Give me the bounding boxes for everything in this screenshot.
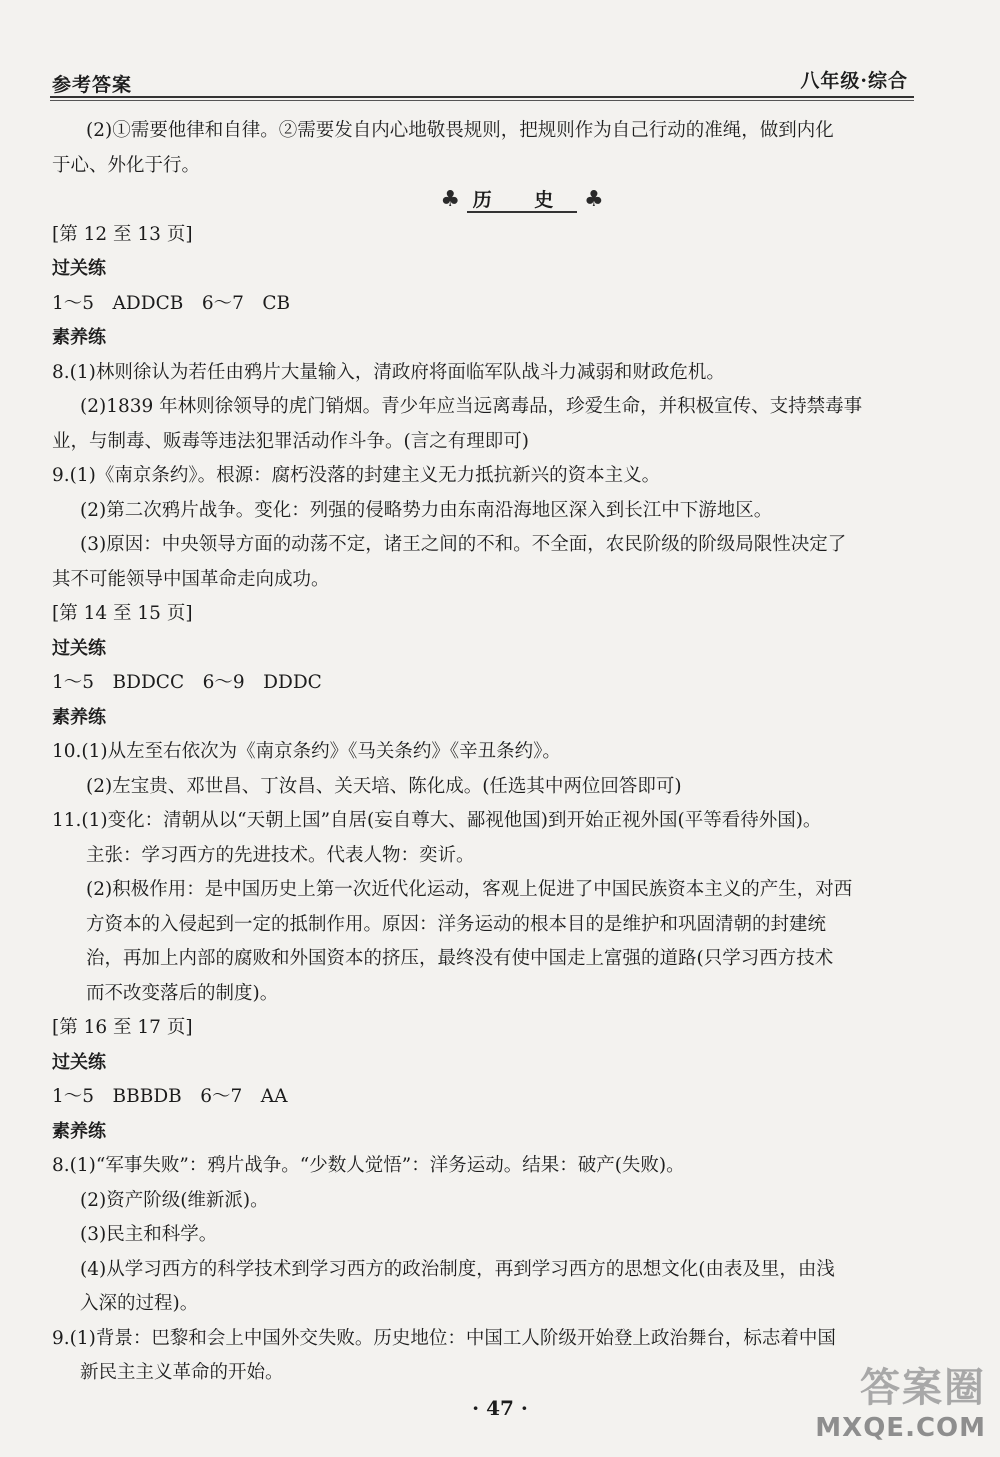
page-range-label: [第 12 至 13 页] [52, 223, 193, 245]
text-line: 于心、外化于行。 [52, 154, 201, 176]
subsection-heading: 素养练 [52, 1120, 106, 1142]
text-line: 其不可能领导中国革命走向成功。 [52, 568, 330, 590]
text-line: 方资本的入侵起到一定的抵制作用。原因：洋务运动的根本目的是维护和巩固清朝的封建统 [86, 913, 827, 935]
header-left-title: 参考答案 [52, 74, 133, 96]
text-line: 11.(1)变化：清朝从以“天朝上国”自居(妄自尊大、鄙视他国)到开始正视外国(平等看待外国)。 [52, 810, 822, 831]
text-line: (3)原因：中央领导方面的动荡不定，诸王之间的不和。不全面，农民阶级的阶级局限性决定了 [80, 534, 847, 555]
text-line: 8.(1)“军事失败”：鸦片战争。“少数人觉悟”：洋务运动。结果：破产(失败)。 [52, 1155, 685, 1176]
text-line: 9.(1)背景：巴黎和会上中国外交失败。历史地位：中国工人阶级开始登上政治舞台，标志着中国 [52, 1327, 836, 1349]
text-line: (2)①需要他律和自律。②需要发自内心地敬畏规则，把规则作为自己行动的准绳，做到内化 [86, 120, 834, 141]
subsection-heading: 过关练 [52, 258, 106, 279]
watermark-url: MXQE.COM [815, 1413, 986, 1443]
page-range-label: [第 14 至 15 页] [52, 603, 193, 624]
text-line: (2)左宝贵、邓世昌、丁汝昌、关天培、陈化成。(任选其中两位回答即可) [86, 775, 682, 797]
choice-answers: 1～5 BBBDB 6～7 AA [52, 1086, 288, 1107]
text-line: 入深的过程)。 [80, 1293, 199, 1314]
text-line: (2)1839 年林则徐领导的虎门销烟。青少年应当远离毒品，珍爱生命，并积极宣传、支持禁毒事 [80, 396, 863, 417]
club-icon: ♣ [583, 187, 604, 212]
text-line: 10.(1)从左至右依次为《南京条约》《马关条约》《辛丑条约》。 [52, 741, 561, 762]
text-line: 而不改变落后的制度)。 [86, 982, 279, 1004]
club-icon: ♣ [440, 187, 461, 212]
section-title-text: 历 史 [467, 189, 578, 213]
text-line: (2)资产阶级(维新派)。 [80, 1189, 269, 1211]
text-line: 9.(1)《南京条约》。根源：腐朽没落的封建主义无力抵抗新兴的资本主义。 [52, 465, 661, 486]
page-number: · 47 · [472, 1396, 528, 1420]
text-line: 8.(1)林则徐认为若任由鸦片大量输入，清政府将面临军队战斗力减弱和财政危机。 [52, 361, 725, 383]
header-right-title: 八年级·综合 [800, 70, 908, 92]
choice-answers: 1～5 ADDCB 6～7 CB [52, 292, 291, 314]
text-line: 业，与制毒、贩毒等违法犯罪活动作斗争。(言之有理即可) [52, 430, 529, 452]
subsection-heading: 过关练 [52, 637, 106, 659]
subsection-heading: 素养练 [52, 706, 106, 728]
text-line: (2)第二次鸦片战争。变化：列强的侵略势力由东南沿海地区深入到长江中下游地区。 [80, 499, 773, 521]
text-line: (2)积极作用：是中国历史上第一次近代化运动，客观上促进了中国民族资本主义的产生，对西 [86, 879, 853, 900]
watermark [815, 1356, 986, 1443]
answer-content [52, 114, 922, 1391]
watermark-logo: 答案圈 [860, 1365, 986, 1411]
text-line: (4)从学习西方的科学技术到学习西方的政治制度，再到学习西方的思想文化(由表及里，由浅 [80, 1258, 835, 1280]
text-line: 主张：学习西方的先进技术。代表人物：奕䜣。 [86, 844, 475, 866]
text-line: 新民主主义革命的开始。 [80, 1362, 284, 1383]
page-range-label: [第 16 至 17 页] [52, 1017, 193, 1038]
section-title [52, 183, 922, 218]
header-rule-thin [50, 100, 914, 101]
text-line: (3)民主和科学。 [80, 1224, 218, 1245]
subsection-heading: 素养练 [52, 327, 106, 348]
text-line: 治，再加上内部的腐败和外国资本的挤压，最终没有使中国走上富强的道路(只学习西方技术 [86, 948, 834, 969]
header-rule [50, 96, 914, 98]
choice-answers: 1～5 BDDCC 6～9 DDDC [52, 672, 322, 693]
subsection-heading: 过关练 [52, 1051, 106, 1073]
